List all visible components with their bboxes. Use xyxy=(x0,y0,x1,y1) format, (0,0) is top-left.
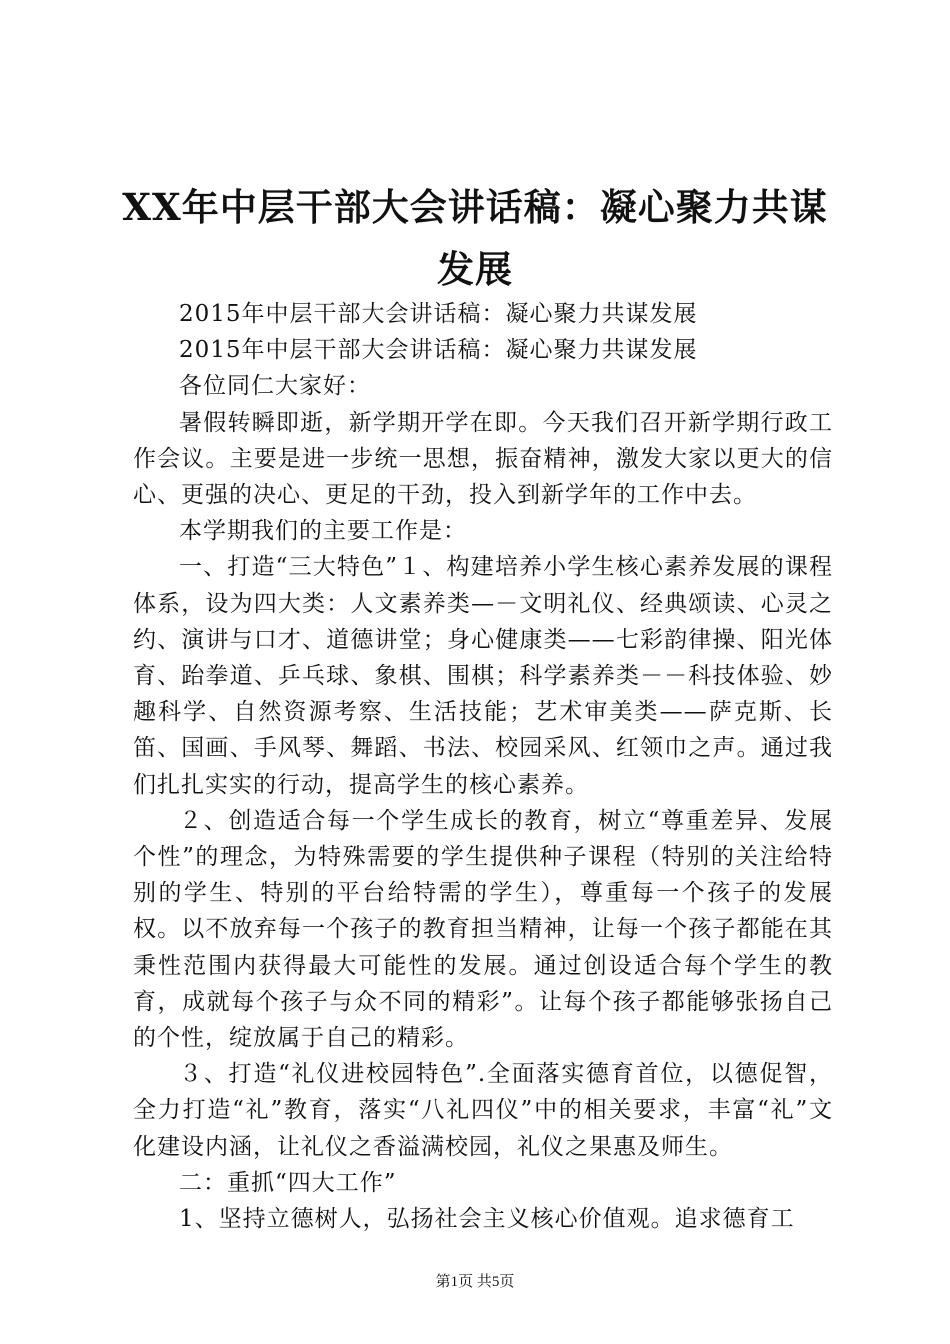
paragraph-section-2-item-1: 1、坚持立德树人，弘扬社会主义核心价值观。追求德育工 xyxy=(179,1206,795,1233)
page-footer: 第1页 共5页 xyxy=(435,1274,515,1290)
paragraph-intro: 暑假转瞬即逝，新学期开学在即。今天我们召开新学期行政工作会议。主要是进一步统一思想，振奋精神，激发大家以更大的信心、更强的决心、更足的干劲，投入到新学年的工作中去。 xyxy=(133,409,833,509)
paragraph-heading-repeat-2: 2015年中层干部大会讲话稿：凝心聚力共谋发展 xyxy=(179,337,698,364)
paragraph-section-2: 二：重抓“四大工作” xyxy=(179,1169,397,1196)
paragraph-three-features: 一、打造“三大特色”１、构建培养小学生核心素养发展的课程体系，设为四大类：人文素养类—－文明礼仪、经典颂读、心灵之约、演讲与口才、道德讲堂；身心健康类——七彩韵律操、阳光体育、跆拳道、乒乓球、象棋、围棋；科学素养类－－科技体验、妙趣科学、自然资源考察、生活技能；艺术审美类——萨克斯、长笛、国画、手风琴、舞蹈、书法、校园采风、红领巾之声。通过我们扎扎实实的行动，提高学生的核心素养。 xyxy=(133,554,833,798)
paragraph-item-3: ３、打造“礼仪进校园特色”.全面落实德育首位，以德促智，全力打造“礼”教育，落实“八礼四仪”中的相关要求，丰富“礼”文化建设内涵，让礼仪之香溢满校园，礼仪之果惠及师生。 xyxy=(133,1061,833,1160)
paragraph-heading-repeat-1: 2015年中层干部大会讲话稿：凝心聚力共谋发展 xyxy=(179,301,698,327)
document-body xyxy=(133,296,833,1237)
paragraph-main-work: 本学期我们的主要工作是： xyxy=(179,518,467,545)
document-title: XX年中层干部大会讲话稿：凝心聚力共谋发展 xyxy=(122,185,828,291)
paragraph-greeting: 各位同仁大家好： xyxy=(179,373,371,400)
paragraph-item-2: ２、创造适合每一个学生成长的教育，树立“尊重差异、发展个性”的理念，为特殊需要的学生提供种子课程（特别的关注给特别的学生、特别的平台给特需的学生），尊重每一个孩子的发展权。以不放弃每一个孩子的教育担当精神，让每一个孩子都能在其秉性范围内获得最大可能性的发展。通过创设适合每个学生的教育，成就每个孩子与众不同的精彩”。让每个孩子都能够张扬自己的个性，绽放属于自己的精彩。 xyxy=(133,807,833,1052)
